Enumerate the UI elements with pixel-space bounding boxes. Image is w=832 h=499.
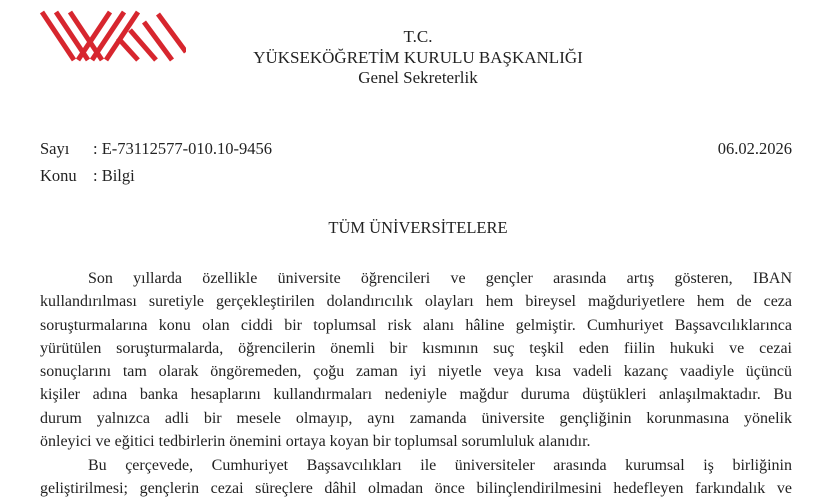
konu-value: : Bilgi [93, 166, 135, 185]
sayi-value: : E-73112577-010.10-9456 [93, 139, 273, 158]
document-date: 06.02.2026 [717, 139, 792, 158]
body-line: kişiler adına banka hesaplarını kullandırmaları nedeniyle mağdur duruma düştükleri anlaşılmaktadır. Bu [40, 386, 792, 403]
konu-label: Konu [40, 166, 77, 185]
header-institution: YÜKSEKÖĞRETİM KURULU BAŞKANLIĞI [253, 48, 583, 67]
body-line: geliştirilmesi; gençlerin cezai süreçlere dâhil olmadan önce bilinçlendirilmesini hedefleyen farkındalık ve [40, 480, 792, 497]
body-line: Son yıllarda özellikle üniversite öğrencileri ve gençler arasında artış gösteren, IBAN [88, 270, 792, 287]
header-tc: T.C. [403, 27, 433, 46]
body-line: Bu çerçevede, Cumhuriyet Başsavcılıkları ile üniversiteler arasında kurumsal iş birliğinin [88, 457, 792, 474]
recipient: TÜM ÜNİVERSİTELERE [328, 218, 508, 237]
body-line: önleyici ve eğitici tedbirlerin önemini ortaya koyan bir toplumsal sorumluluk alanıdır. [40, 433, 591, 450]
header-department: Genel Sekreterlik [358, 68, 478, 87]
body-line: sonuçlarını tam olarak öngöremeden, çoğu zaman iyi niyetle veya kısa vadeli kazanç vaadiyle üçüncü [40, 363, 792, 380]
body-line: soruşturmalarına konu olan ciddi bir toplumsal risk alanı hâline gelmiştir. Cumhuriyet Başsavcılıklarınca [40, 317, 792, 334]
body-line: yürütülen soruşturmalarda, öğrencilerin önemli bir kısmının suç teşkil eden fiilin hukuki ve cezai [40, 340, 792, 357]
body-line: kullandırılması suretiyle gerçekleştirilen dolandırıcılık olayları hem bireysel mağduriyetlere hem de ceza [40, 293, 792, 310]
body-line: durum yalnızca adli bir mesele olmayıp, aynı zamanda üniversite gençliğinin korunmasına yönelik [40, 410, 792, 427]
sayi-label: Sayı [40, 139, 70, 158]
